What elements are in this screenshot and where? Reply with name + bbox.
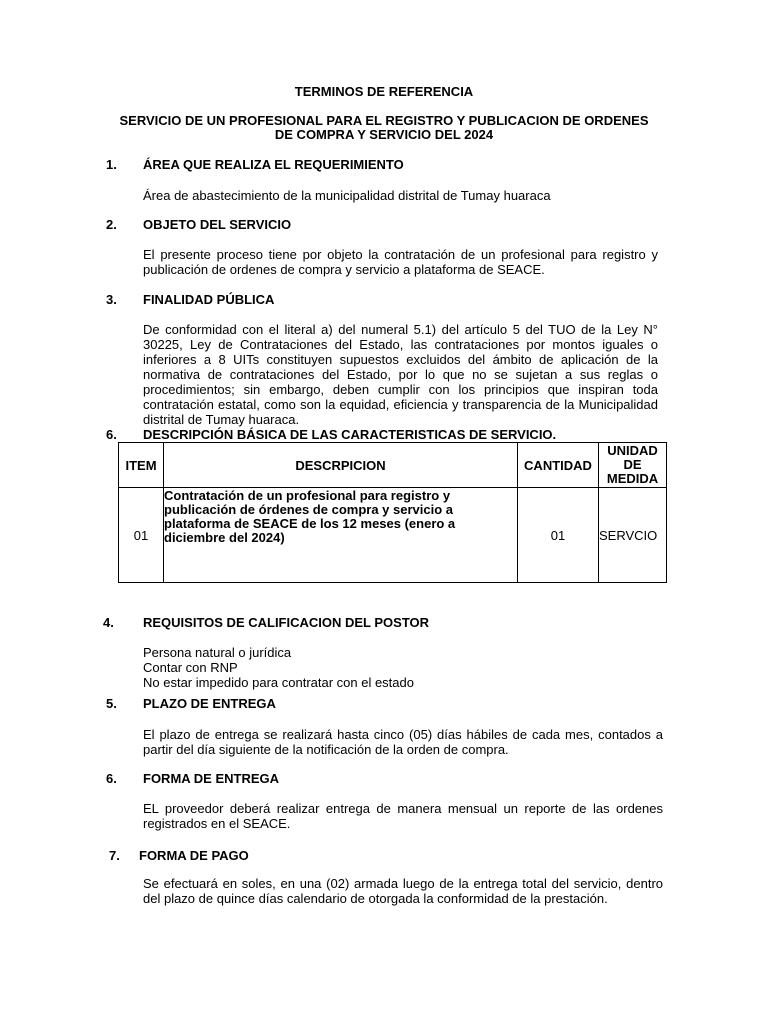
section-number: 4. bbox=[103, 615, 114, 630]
service-table bbox=[118, 442, 667, 583]
section-body: EL proveedor deberá realizar entrega de manera mensual un reporte de las ordenes registrados en el SEACE. bbox=[143, 801, 663, 831]
header-quantity: CANTIDAD bbox=[518, 443, 599, 488]
section-heading: FORMA DE ENTREGA bbox=[143, 771, 280, 786]
section-number: 6. bbox=[106, 771, 117, 786]
section-body: De conformidad con el literal a) del numeral 5.1) del artículo 5 del TUO de la Ley N° 30225, Ley de Contrataciones del Estado, las contrataciones por montos iguales o inferiores a 8 UITs constituyen supuestos excluidos del ámbito de aplicación de la normativa de contrataciones del Estado, por lo que no se sujetan a sus reglas o procedimientos; sin embargo, deben cumplir con los principios que inspiran toda contratación estatal, como son la equidad, eficiencia y transparencia de la Municipalidad distrital de Tumay huaraca. bbox=[143, 322, 658, 427]
section-body: Se efectuará en soles, en una (02) armada luego de la entrega total del servicio, dentro del plazo de quince días calendario de otorgada la conformidad de la prestación. bbox=[143, 876, 663, 906]
header-description: DESCRPICION bbox=[164, 443, 518, 488]
header-unit: UNIDAD DE MEDIDA bbox=[599, 443, 667, 488]
document-subtitle: SERVICIO DE UN PROFESIONAL PARA EL REGISTRO Y PUBLICACION DE ORDENES DE COMPRA Y SERVICIO DEL 2024 bbox=[119, 113, 649, 142]
section-number: 1. bbox=[106, 157, 117, 172]
section-heading: OBJETO DEL SERVICIO bbox=[143, 217, 292, 232]
section-heading: PLAZO DE ENTREGA bbox=[143, 696, 276, 711]
section-heading: DESCRIPCIÓN BÁSICA DE LAS CARACTERISTICAS DE SERVICIO. bbox=[143, 427, 557, 442]
cell-item: 01 bbox=[119, 488, 164, 583]
section-heading: ÁREA QUE REALIZA EL REQUERIMIENTO bbox=[143, 157, 404, 172]
section-heading: FINALIDAD PÚBLICA bbox=[143, 292, 275, 307]
table-header-row bbox=[119, 443, 667, 488]
table-row bbox=[119, 488, 667, 583]
requirement-item: No estar impedido para contratar con el estado bbox=[143, 675, 414, 690]
section-heading: FORMA DE PAGO bbox=[139, 848, 249, 863]
requirement-item: Persona natural o jurídica bbox=[143, 645, 292, 660]
section-body: El presente proceso tiene por objeto la contratación de un profesional para registro y publicación de ordenes de compra y servicio a plataforma de SEACE. bbox=[143, 247, 658, 277]
section-number: 5. bbox=[106, 696, 117, 711]
requirement-item: Contar con RNP bbox=[143, 660, 238, 675]
section-number: 2. bbox=[106, 217, 117, 232]
cell-quantity: 01 bbox=[518, 488, 599, 583]
section-heading: REQUISITOS DE CALIFICACION DEL POSTOR bbox=[143, 615, 430, 630]
document-title: TERMINOS DE REFERENCIA bbox=[294, 84, 474, 99]
section-number: 3. bbox=[106, 292, 117, 307]
section-number: 7. bbox=[109, 848, 120, 863]
section-body: El plazo de entrega se realizará hasta cinco (05) días hábiles de cada mes, contados a partir del día siguiente de la notificación de la orden de compra. bbox=[143, 727, 663, 757]
cell-description: Contratación de un profesional para registro y publicación de órdenes de compra y servicio a plataforma de SEACE de los 12 meses (enero a diciembre del 2024) bbox=[164, 488, 518, 583]
section-number: 6. bbox=[106, 427, 117, 442]
header-item: ITEM bbox=[119, 443, 164, 488]
cell-unit: SERVCIO bbox=[599, 488, 667, 583]
section-body: Área de abastecimiento de la municipalidad distrital de Tumay huaraca bbox=[143, 188, 551, 203]
